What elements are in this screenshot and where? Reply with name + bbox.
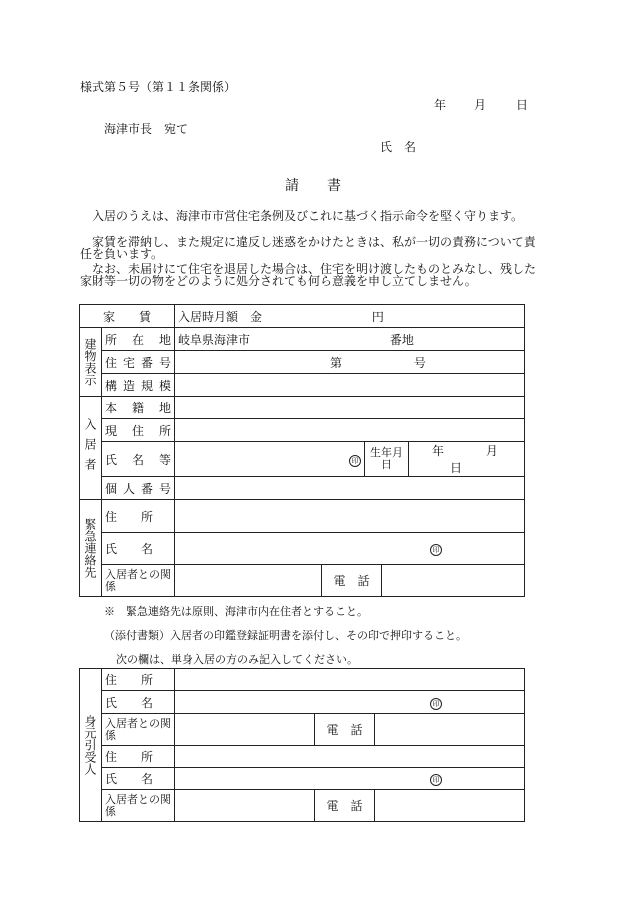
emergency-relation-field[interactable] bbox=[175, 565, 322, 597]
resident-name-field[interactable] bbox=[175, 442, 365, 477]
guarantor1-address-field[interactable] bbox=[175, 669, 525, 691]
emergency-phone-label: 電 話 bbox=[322, 565, 382, 597]
seal-mark: 印 bbox=[430, 544, 442, 556]
guarantor1-name-label: 氏 名 bbox=[102, 691, 175, 714]
house-number-go: 号 bbox=[413, 355, 426, 370]
current-address-field[interactable] bbox=[175, 419, 525, 442]
rent-unit: 円 bbox=[371, 309, 384, 324]
paragraph-2: 家賃を滞納し、また規定に違反し迷惑をかけたときは、私が一切の責務について責任を負います。 bbox=[80, 235, 536, 261]
personal-number-label: 個人番号 bbox=[102, 477, 175, 500]
location-prefix: 岐阜県海津市 bbox=[178, 332, 251, 347]
birth-day-label: 日 bbox=[450, 461, 463, 475]
guarantor2-relation-label: 入居者との関係 bbox=[102, 790, 175, 822]
emergency-group-label: 緊急連絡先 bbox=[80, 500, 102, 597]
contract-table bbox=[79, 304, 525, 597]
location-label: 所在地 bbox=[102, 328, 175, 351]
resident-group-label: 入居者 bbox=[80, 397, 102, 500]
rent-value-label: 入居時月額 金 bbox=[178, 309, 263, 324]
guarantor2-relation-field[interactable] bbox=[175, 790, 315, 822]
date-month-label: 月 bbox=[474, 98, 487, 112]
location-suffix: 番地 bbox=[389, 332, 414, 347]
resident-name-label: 氏名等 bbox=[102, 442, 175, 477]
guarantor2-phone-label: 電 話 bbox=[315, 790, 375, 822]
guarantor1-phone-label: 電 話 bbox=[315, 714, 375, 746]
honseki-field[interactable] bbox=[175, 397, 525, 419]
birthdate-label: 生年月日 bbox=[365, 442, 409, 477]
structure-label: 構造規模 bbox=[102, 374, 175, 397]
applicant-name-label: 氏 名 bbox=[380, 140, 417, 154]
paragraph-3: なお、未届けにて住宅を退居した場合は、住宅を明け渡したものとみなし、残した家財等一切の物をどのように処分されても何ら意義を申し立てしません。 bbox=[80, 262, 537, 288]
guarantor1-relation-field[interactable] bbox=[175, 714, 315, 746]
guarantor2-phone-field[interactable] bbox=[375, 790, 525, 822]
house-number-dai: 第 bbox=[330, 355, 343, 370]
structure-field[interactable] bbox=[175, 374, 525, 397]
seal-mark: 印 bbox=[430, 774, 442, 786]
house-number-field[interactable] bbox=[175, 351, 525, 374]
guarantor-group-label: 身元引受人 bbox=[80, 669, 102, 822]
document-title: 請 書 bbox=[285, 178, 341, 194]
emergency-address-field[interactable] bbox=[175, 500, 525, 533]
date-day-label: 日 bbox=[516, 98, 529, 112]
current-address-label: 現住所 bbox=[102, 419, 175, 442]
note-emergency-contact: ※ 緊急連絡先は原則、海津市内在住者とすること。 bbox=[104, 605, 368, 618]
emergency-name-label: 氏 名 bbox=[102, 533, 175, 565]
birth-month-label: 月 bbox=[485, 444, 498, 458]
rent-label: 家 賃 bbox=[80, 305, 175, 328]
emergency-relation-label: 入居者との関係 bbox=[102, 565, 175, 597]
seal-mark: 印 bbox=[349, 455, 361, 467]
emergency-phone-field[interactable] bbox=[382, 565, 525, 597]
emergency-name-field[interactable] bbox=[175, 533, 525, 565]
house-number-label: 住宅番号 bbox=[102, 351, 175, 374]
guarantor1-relation-label: 入居者との関係 bbox=[102, 714, 175, 746]
note-attachment: （添付書類）入居者の印鑑登録証明書を添付し、その印で押印すること。 bbox=[104, 629, 467, 642]
building-group-label: 建物表示 bbox=[80, 328, 102, 397]
guarantor1-phone-field[interactable] bbox=[375, 714, 525, 746]
note-single-resident: 次の欄は、単身入居の方のみ記入してください。 bbox=[116, 653, 358, 666]
guarantor2-name-label: 氏 名 bbox=[102, 768, 175, 790]
emergency-address-label: 住 所 bbox=[102, 500, 175, 533]
birthdate-field[interactable] bbox=[409, 442, 525, 477]
guarantor-table bbox=[79, 668, 525, 822]
location-field[interactable] bbox=[175, 328, 525, 351]
guarantor2-address-field[interactable] bbox=[175, 746, 525, 768]
guarantor1-address-label: 住 所 bbox=[102, 669, 175, 691]
personal-number-field[interactable] bbox=[175, 477, 525, 500]
seal-mark: 印 bbox=[430, 698, 442, 710]
form-number: 様式第５号（第１１条関係） bbox=[80, 80, 237, 94]
honseki-label: 本籍地 bbox=[102, 397, 175, 419]
paragraph-1: 入居のうえは、海津市市営住宅条例及びこれに基づく指示命令を堅く守ります。 bbox=[92, 209, 524, 223]
guarantor1-name-field[interactable] bbox=[175, 691, 525, 714]
date-year-label: 年 bbox=[434, 98, 447, 112]
birth-year-label: 年 bbox=[432, 444, 445, 458]
addressee: 海津市長 宛て bbox=[104, 122, 189, 136]
guarantor2-address-label: 住 所 bbox=[102, 746, 175, 768]
guarantor2-name-field[interactable] bbox=[175, 768, 525, 790]
rent-field[interactable] bbox=[175, 305, 525, 328]
